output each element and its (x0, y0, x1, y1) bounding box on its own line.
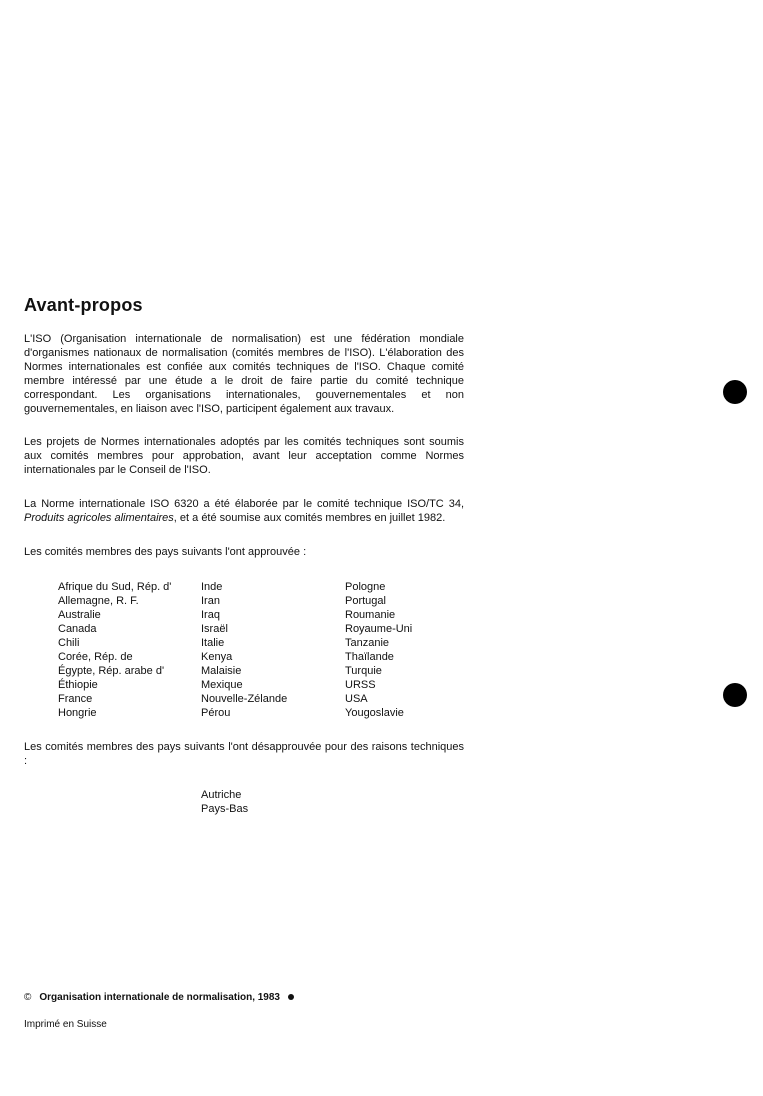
approved-column-2 (201, 580, 287, 720)
country-item: Portugal (345, 595, 386, 607)
country-item: France (58, 693, 93, 705)
country-item: URSS (345, 679, 376, 691)
copyright-line (24, 992, 294, 1003)
country-item: Kenya (201, 651, 233, 663)
bullet-icon (288, 994, 294, 1000)
country-item: Pays-Bas (201, 803, 249, 815)
country-item: Égypte, Rép. arabe d' (58, 665, 165, 677)
disapproved-list (201, 788, 248, 816)
country-item: Turquie (345, 665, 382, 677)
country-item: Royaume-Uni (345, 623, 413, 635)
country-item: Autriche (201, 789, 242, 801)
country-item: Malaisie (201, 665, 242, 677)
page-title: Avant-propos (24, 295, 143, 315)
country-item: Inde (201, 581, 223, 593)
country-item: Mexique (201, 679, 243, 691)
country-item: Roumanie (345, 609, 396, 621)
copyright-symbol: © (24, 992, 32, 1003)
country-item: Hongrie (58, 707, 97, 719)
disapproved-intro: Les comités membres des pays suivants l'ont désapprouvée pour des raisons techniques : (24, 741, 464, 767)
country-item: Iran (201, 595, 220, 607)
standard-committee-title: Produits agricoles alimentaires (24, 512, 174, 524)
drafts-paragraph: Les projets de Normes internationales adoptés par les comités techniques sont soumis aux comités membres pour approbation, avant leur acceptation comme Normes internationales par le Conseil de l'ISO. (24, 436, 464, 476)
approved-column-3 (345, 580, 412, 720)
country-item: Chili (58, 637, 80, 649)
standard-suffix: , et a été soumise aux comités membres en juillet 1982. (173, 512, 446, 524)
country-item: Yougoslavie (345, 707, 404, 719)
printed-in: Imprimé en Suisse (24, 1019, 107, 1030)
country-item: Iraq (201, 609, 220, 621)
country-item: Corée, Rép. de (58, 651, 133, 663)
punch-hole-icon (723, 683, 747, 707)
approved-intro: Les comités membres des pays suivants l'ont approuvée : (24, 546, 307, 558)
country-item: Pérou (201, 707, 231, 719)
country-item: USA (345, 693, 368, 705)
country-item: Pologne (345, 581, 386, 593)
country-item: Afrique du Sud, Rép. d' (58, 581, 172, 593)
standard-paragraph (24, 497, 464, 525)
copyright-text: Organisation internationale de normalisation, 1983 (39, 992, 280, 1003)
intro-paragraph: L'ISO (Organisation internationale de normalisation) est une fédération mondiale d'organismes nationaux de normalisation (comités membres de l'ISO). L'élaboration des Normes internationales est confiée aux comités techniques de l'ISO. Chaque comité membre intéressé par une étude a le droit de faire partie du comité technique correspondant. Les organisations internationales, gouvernementales et non gouvernementales, en liaison avec l'ISO, participent également aux travaux. (24, 333, 464, 415)
country-item: Allemagne, R. F. (58, 595, 139, 607)
country-item: Australie (58, 609, 101, 621)
country-item: Nouvelle-Zélande (201, 693, 288, 705)
country-item: Thaïlande (345, 651, 394, 663)
country-item: Israël (201, 623, 228, 635)
punch-hole-icon (723, 380, 747, 404)
standard-prefix: La Norme internationale ISO 6320 a été élaborée par le comité technique ISO/TC 34, (24, 498, 464, 510)
country-item: Tanzanie (345, 637, 390, 649)
country-item: Éthiopie (58, 679, 98, 691)
approved-column-1 (58, 580, 171, 720)
country-item: Italie (201, 637, 225, 649)
country-item: Canada (58, 623, 97, 635)
